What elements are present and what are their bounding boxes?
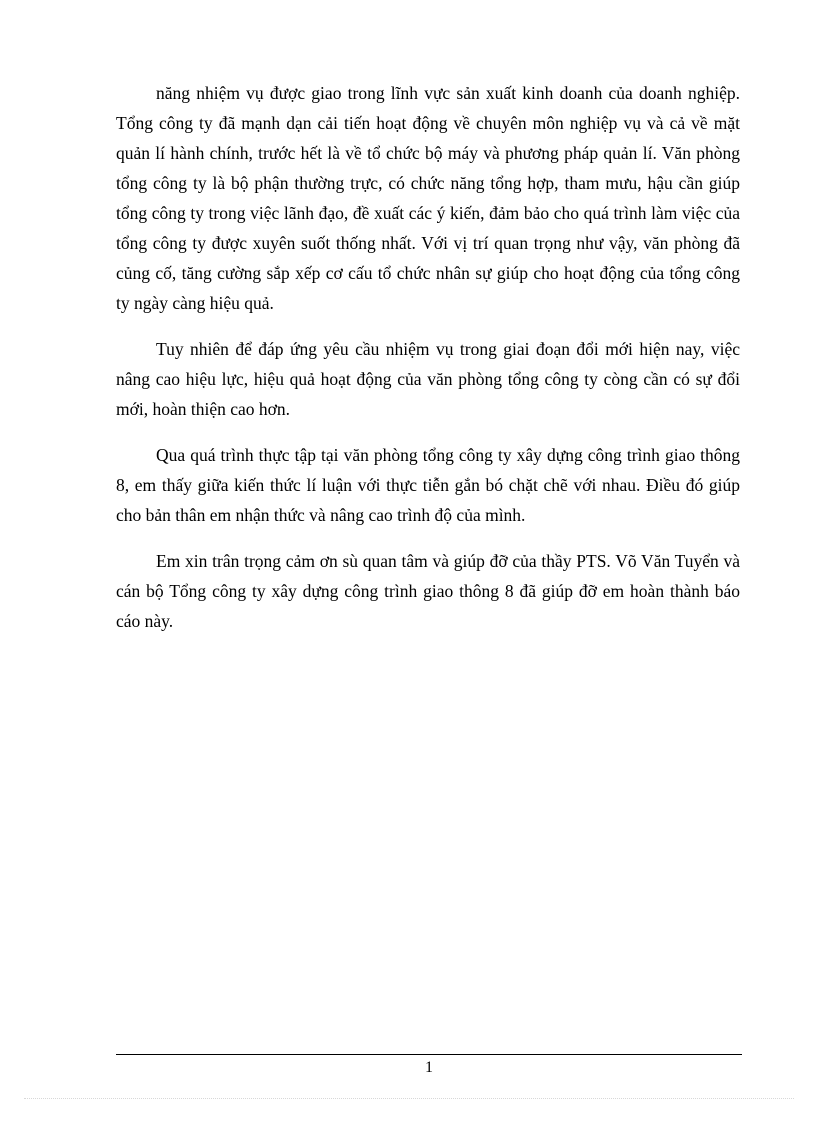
page-number: 1	[425, 1059, 433, 1076]
paragraph-continuation: năng nhiệm vụ được giao trong lĩnh vực sản xuất kinh doanh của doanh nghiệp. Tổng công ty đã mạnh dạn cải tiến hoạt động về chuyên môn nghiệp vụ và cả về mặt quản lí hành chính, trước hết là về tổ chức bộ máy và phương pháp quản lí. Văn phòng tổng công ty là bộ phận thường trực, có chức năng tổng hợp, tham mưu, hậu cần giúp tổng công ty trong việc lãnh đạo, đề xuất các ý kiến, đảm bảo cho quá trình làm việc của tổng công ty được xuyên suốt thống nhất. Với vị trí quan trọng như vậy, văn phòng đã củng cố, tăng cường sắp xếp cơ cấu tổ chức nhân sự giúp cho hoạt động của tổng công ty ngày càng hiệu quả.	[116, 83, 740, 313]
footer-divider	[116, 1054, 742, 1055]
page-bottom-border	[24, 1098, 794, 1099]
body-text	[116, 78, 740, 652]
paragraph-renovation: Tuy nhiên để đáp ứng yêu cầu nhiệm vụ trong giai đoạn đổi mới hiện nay, việc nâng cao hiệu lực, hiệu quả hoạt động của văn phòng tổng công ty còng cần có sự đổi mới, hoàn thiện cao hơn.	[116, 339, 740, 419]
paragraph-acknowledgement: Em xin trân trọng cảm ơn sù quan tâm và giúp đỡ của thầy PTS. Võ Văn Tuyển và cán bộ Tổng công ty xây dựng công trình giao thông 8 đã giúp đỡ em hoàn thành báo cáo này.	[116, 551, 740, 631]
paragraph-internship: Qua quá trình thực tập tại văn phòng tổng công ty xây dựng công trình giao thông 8, em thấy giữa kiến thức lí luận với thực tiễn gắn bó chặt chẽ với nhau. Điều đó giúp cho bản thân em nhận thức và nâng cao trình độ của mình.	[116, 445, 740, 525]
